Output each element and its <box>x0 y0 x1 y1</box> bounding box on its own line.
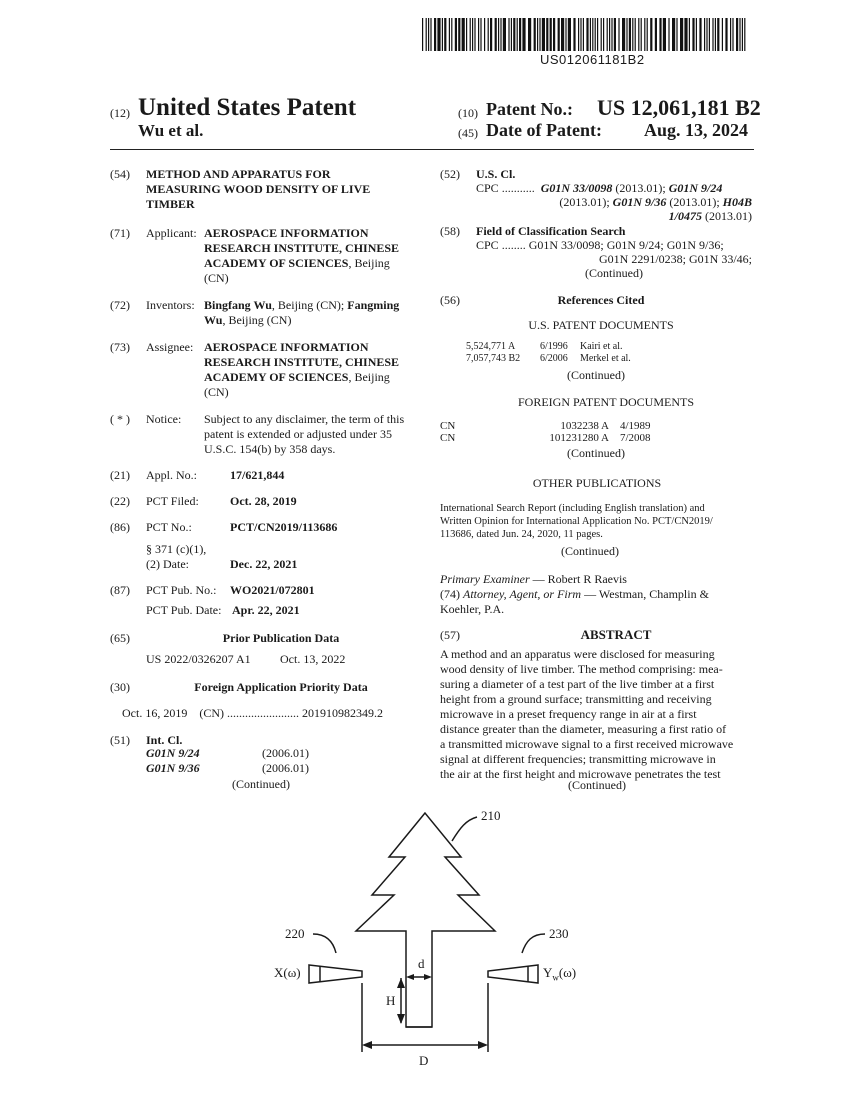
field-continued: (Continued) <box>585 266 643 280</box>
prior-pub-date: Oct. 13, 2022 <box>280 652 346 666</box>
foreign-docs-heading: FOREIGN PATENT DOCUMENTS <box>517 395 695 409</box>
figure-label-d: d <box>418 956 425 971</box>
us-docs-continued: (Continued) <box>567 368 625 382</box>
date-number: (45) <box>458 126 478 140</box>
pct-filed-number: (22) <box>110 494 130 508</box>
field-number: (58) <box>440 224 460 238</box>
prior-pub-heading: Prior Publication Data <box>222 631 340 645</box>
foreign-doc-row-1: CN 1032238 A 4/1989 <box>440 420 651 432</box>
pub-no-value: WO2021/072801 <box>230 583 315 597</box>
barcode-number: US012061181B2 <box>540 52 645 67</box>
patent-number: US 12,061,181 B2 <box>597 95 761 120</box>
attorney: (74) Attorney, Agent, or Firm — Westman, Champlin & Koehler, P.A. <box>440 587 709 616</box>
uscl-cpc-line2: (2013.01); G01N 9/36 (2013.01); H04B <box>559 195 752 209</box>
figure-label-x: X(ω) <box>274 965 301 980</box>
figure-drawing <box>0 790 865 1120</box>
title-number: (54) <box>110 167 130 181</box>
refs-heading: References Cited <box>557 293 645 307</box>
assignee-number: (73) <box>110 340 130 354</box>
inventors-label: Inventors: <box>146 298 195 312</box>
figure-label-210: 210 <box>481 808 501 823</box>
figure-label-230: 230 <box>549 926 569 941</box>
intcl-code-1: G01N 9/24 <box>146 746 200 760</box>
appl-value: 17/621,844 <box>230 468 285 482</box>
abstract-heading: ABSTRACT <box>580 627 652 642</box>
barcode <box>422 18 747 52</box>
transmit-antenna-220 <box>309 965 362 983</box>
figure-label-D: D <box>419 1053 429 1068</box>
uscl-heading: U.S. Cl. <box>476 167 516 181</box>
pct-filed-label: PCT Filed: <box>146 494 199 508</box>
inventors-number: (72) <box>110 298 130 312</box>
date-label: Date of Patent: <box>486 120 602 140</box>
us-doc-row-1: 5,524,771 A 6/1996 Kairi et al. <box>466 341 623 352</box>
foreign-priority-heading: Foreign Application Priority Data <box>194 680 368 694</box>
appl-label: Appl. No.: <box>146 468 197 482</box>
appl-number: (21) <box>110 468 130 482</box>
pub-date-label: PCT Pub. Date: <box>146 603 222 617</box>
pct-no-number: (86) <box>110 520 130 534</box>
patent-no-label: Patent No.: <box>486 99 573 119</box>
pub-date-value: Apr. 22, 2021 <box>232 603 300 617</box>
prior-pub-number-value: US 2022/0326207 A1 <box>146 652 251 666</box>
uscl-cpc-line1: CPC ........... G01N 33/0098 (2013.01); G01N 9/24 <box>476 181 723 195</box>
abstract-number: (57) <box>440 628 460 642</box>
doc-type-number: (12) <box>110 106 130 120</box>
applicant-label: Applicant: <box>146 226 197 240</box>
prior-pub-number: (65) <box>110 631 130 645</box>
intcl-heading: Int. Cl. <box>146 733 183 747</box>
notice-text: Subject to any disclaimer, the term of this patent is extended or adjusted under 35 U.S.C. 154(b) by 358 days. <box>204 412 405 456</box>
refs-number: (56) <box>440 293 460 307</box>
notice-number: ( * ) <box>110 412 130 426</box>
date-of-patent: Aug. 13, 2024 <box>644 120 749 140</box>
section-371: § 371 (c)(1), (2) Date: <box>146 542 207 571</box>
pub-no-label: PCT Pub. No.: <box>146 583 217 597</box>
pub-no-number: (87) <box>110 583 130 597</box>
other-pubs-heading: OTHER PUBLICATIONS <box>532 476 662 490</box>
leader-210 <box>452 817 477 841</box>
intcl-continued: (Continued) <box>232 777 290 791</box>
foreign-doc-row-2: CN 101231280 A 7/2008 <box>440 432 651 444</box>
intcl-year-2: (2006.01) <box>262 761 309 775</box>
us-docs-heading: U.S. PATENT DOCUMENTS <box>528 318 674 332</box>
leader-230 <box>522 934 545 953</box>
notice-label: Notice: <box>146 412 182 426</box>
header-divider <box>110 149 754 150</box>
field-line2: G01N 2291/0238; G01N 33/46; <box>599 252 752 266</box>
uscl-number: (52) <box>440 167 460 181</box>
field-heading: Field of Classification Search <box>476 224 626 238</box>
field-line1: CPC ........ G01N 33/0098; G01N 9/24; G01N 9/36; <box>476 238 724 252</box>
other-pubs-continued: (Continued) <box>561 544 619 558</box>
us-doc-row-2: 7,057,743 B2 6/2006 Merkel et al. <box>466 353 631 364</box>
abstract-continued: (Continued) <box>568 778 626 792</box>
primary-examiner: Primary Examiner — Robert R Raevis <box>440 572 627 586</box>
assignee-value: AEROSPACE INFORMATION RESEARCH INSTITUTE, CHINESE ACADEMY OF SCIENCES, Beijing (CN) <box>204 340 400 399</box>
section-371-date: Dec. 22, 2021 <box>230 557 298 571</box>
pct-no-label: PCT No.: <box>146 520 192 534</box>
intcl-year-1: (2006.01) <box>262 746 309 760</box>
foreign-docs-continued: (Continued) <box>567 446 625 460</box>
pct-filed-value: Oct. 28, 2019 <box>230 494 297 508</box>
patent-title: METHOD AND APPARATUS FOR MEASURING WOOD DENSITY OF LIVE TIMBER <box>146 167 371 211</box>
figure-label-y: $Y_w(\omega)$ <box>543 965 577 983</box>
figure-label-220: 220 <box>285 926 305 941</box>
figure-label-H: H <box>386 993 396 1008</box>
uscl-cpc-line3: 1/0475 (2013.01) <box>668 209 752 223</box>
intcl-code-2: G01N 9/36 <box>146 761 200 775</box>
assignee-label: Assignee: <box>146 340 194 354</box>
receive-antenna-230 <box>488 965 538 983</box>
document-type: United States Patent <box>138 94 357 121</box>
inventors-value: Bingfang Wu, Beijing (CN); Fangming Wu, Beijing (CN) <box>204 298 400 327</box>
applicant-number: (71) <box>110 226 130 240</box>
patent-no-number: (10) <box>458 106 478 120</box>
other-pubs-text: International Search Report (including English translation) and Written Opinion for International Application No. PCT/CN2019/ 113686, dated Jun. 24, 2020, 11 pages. <box>440 503 713 540</box>
leader-220 <box>313 934 336 953</box>
applicant-value: AEROSPACE INFORMATION RESEARCH INSTITUTE, CHINESE ACADEMY OF SCIENCES, Beijing (CN) <box>204 226 400 285</box>
abstract-text: A method and an apparatus were disclosed for measuring wood density of live timber. The method comprising: mea- suring a diameter of a test part of the live timber at a first height from a ground surface; transmitting and receiving microwave in a preset frequency range in air at a first distance greater than the diameter, measuring a first ratio of a transmitted microwave signal to a first received microwave signal at different frequencies; transmitting microwave in the air at the first height and microwave penetrates the test <box>440 647 734 781</box>
foreign-priority-number: (30) <box>110 680 130 694</box>
foreign-priority-row: Oct. 16, 2019 (CN) ........................ 201910982349.2 <box>122 706 383 720</box>
authors: Wu et al. <box>138 121 204 140</box>
pct-no-value: PCT/CN2019/113686 <box>230 520 338 534</box>
tree-crown <box>356 813 495 1027</box>
intcl-number: (51) <box>110 733 130 747</box>
